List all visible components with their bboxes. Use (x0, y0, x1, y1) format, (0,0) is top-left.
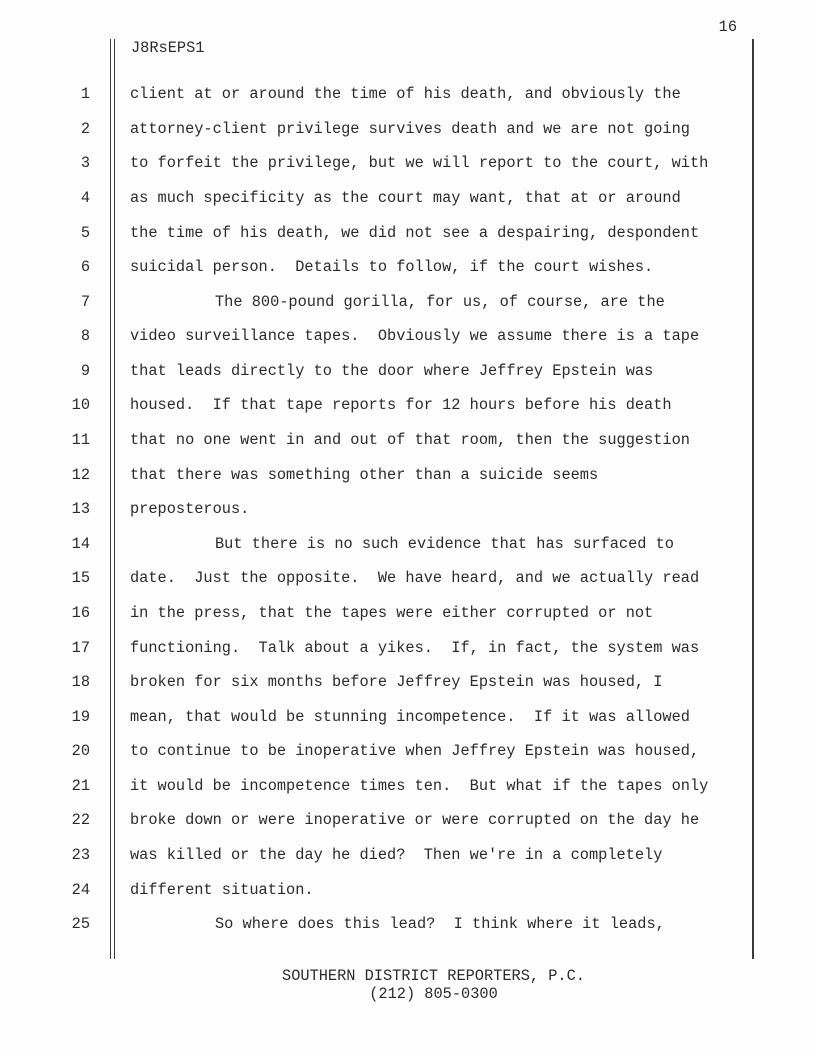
transcript-line (0, 803, 816, 838)
line-number: 17 (71, 638, 90, 657)
transcript-line (0, 77, 816, 112)
line-text: preposterous. (130, 500, 250, 519)
line-text: the time of his death, we did not see a despairing, despondent (130, 223, 700, 242)
page-number: 16 (718, 18, 737, 36)
line-number: 20 (71, 742, 90, 761)
line-text: video surveillance tapes. Obviously we assume there is a tape (130, 327, 700, 346)
line-number: 2 (80, 119, 90, 138)
line-text: was killed or the day he died? Then we're in a completely (130, 846, 663, 864)
line-text: suicidal person. Details to follow, if the court wishes. (130, 258, 654, 277)
transcript-line (0, 665, 816, 700)
line-text: attorney-client privilege survives death and we are not going (130, 119, 690, 138)
line-number: 25 (71, 915, 90, 934)
line-number: 8 (80, 327, 90, 346)
transcript-line (0, 907, 816, 942)
line-number: 13 (71, 500, 90, 519)
line-number: 18 (71, 673, 90, 692)
transcript-line (0, 699, 816, 734)
transcript-line (0, 319, 816, 354)
transcript-line (0, 561, 816, 596)
transcript-line (0, 630, 816, 665)
transcript-line (0, 734, 816, 769)
transcript-line (0, 596, 816, 631)
line-text: The 800-pound gorilla, for us, of course, are the (215, 292, 665, 311)
transcript-line (0, 769, 816, 804)
transcript-line (0, 838, 816, 873)
line-number: 11 (71, 431, 90, 450)
line-number: 9 (80, 361, 90, 380)
footer-phone: (212) 805-0300 (369, 984, 498, 1003)
line-number: 7 (80, 292, 90, 311)
line-number: 15 (71, 569, 90, 588)
line-text: as much specificity as the court may want, that at or around (130, 189, 681, 208)
line-text: mean, that would be stunning incompetence. If it was allowed (130, 707, 690, 726)
line-number: 21 (71, 776, 90, 795)
line-number: 24 (71, 880, 90, 899)
line-number: 3 (80, 154, 90, 173)
line-number: 14 (71, 534, 90, 553)
line-text: that leads directly to the door where Jeffrey Epstein was (130, 361, 654, 380)
line-text: that there was something other than a suicide seems (130, 465, 599, 484)
line-text: that no one went in and out of that room, then the suggestion (130, 431, 690, 450)
transcript-line (0, 215, 816, 250)
line-text: broken for six months before Jeffrey Epstein was housed, I (130, 673, 663, 692)
line-number: 6 (80, 258, 90, 277)
line-text: in the press, that the tapes were either corrupted or not (130, 603, 654, 622)
line-text: functioning. Talk about a yikes. If, in fact, the system was (130, 638, 700, 657)
line-text: broke down or were inoperative or were corrupted on the day he (130, 811, 700, 830)
transcript-body (0, 77, 816, 941)
footer (130, 968, 737, 1003)
footer-reporter-name: SOUTHERN DISTRICT REPORTERS, P.C. (282, 967, 585, 985)
line-number: 22 (71, 811, 90, 830)
line-text: client at or around the time of his death, and obviously the (130, 85, 681, 104)
transcript-line (0, 354, 816, 389)
line-text: different situation. (130, 880, 314, 899)
transcript-line (0, 527, 816, 562)
header-code: J8RsEPS1 (131, 39, 205, 57)
transcript-line (0, 146, 816, 181)
line-number: 4 (80, 189, 90, 208)
line-number: 1 (80, 85, 90, 104)
line-text: to continue to be inoperative when Jeffrey Epstein was housed, (130, 742, 700, 761)
line-text: it would be incompetence times ten. But what if the tapes only (130, 776, 709, 795)
line-text: to forfeit the privilege, but we will report to the court, with (130, 154, 709, 173)
line-text: So where does this lead? I think where it leads, (215, 915, 665, 934)
transcript-line (0, 181, 816, 216)
line-number: 12 (71, 465, 90, 484)
line-number: 23 (71, 846, 90, 864)
transcript-line (0, 423, 816, 458)
transcript-line (0, 112, 816, 147)
transcript-line (0, 457, 816, 492)
line-number: 16 (71, 603, 90, 622)
line-number: 19 (71, 707, 90, 726)
transcript-line (0, 250, 816, 285)
line-text: housed. If that tape reports for 12 hours before his death (130, 396, 672, 415)
line-text: But there is no such evidence that has surfaced to (215, 534, 674, 553)
transcript-line (0, 872, 816, 907)
transcript-line (0, 284, 816, 319)
line-number: 5 (80, 223, 90, 242)
transcript-line (0, 492, 816, 527)
line-number: 10 (71, 396, 90, 415)
line-text: date. Just the opposite. We have heard, and we actually read (130, 569, 700, 588)
transcript-line (0, 388, 816, 423)
